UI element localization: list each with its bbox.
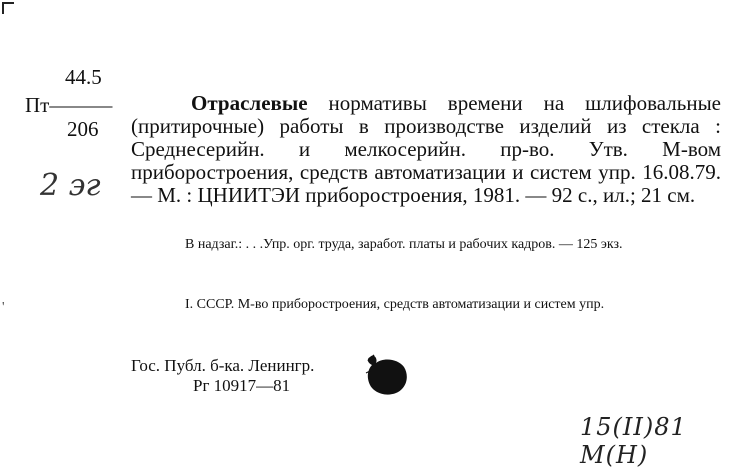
bibliographic-entry [131,92,721,207]
card-corner-mark [2,2,14,14]
handwritten-bottom-note: 15(II)81 М(Н) [580,413,687,469]
entry-body: нормативы времени на шлифовальные (притирочные) работы в производстве изделий из стекла : Среднесерийн. и мелкосерийн. пр-во. Утв. М-вом приборостроения, средств автоматизации и систем упр. 16.08.79. — М. : ЦНИИТЭИ приборостроения, 1981. — 92 с., ил.; 21 см. [131,91,721,207]
shelf-number: 206 [67,117,99,141]
library-imprint [131,356,314,396]
handwritten-margin-note: 2 эг [40,168,101,203]
ink-stamp [364,351,410,397]
note-text: В надзаг.: . . .Упр. орг. труда, заработ. платы и рабочих кадров. — 125 экз. [185,237,623,252]
subject-text: I. СССР. М-во приборостроения, средств автоматизации и систем упр. [185,297,605,312]
edge-mark: ' [2,300,5,315]
subject-heading [131,296,721,314]
library-name: Гос. Публ. б-ка. Ленингр. [131,356,315,375]
author-mark: Пт——— [25,93,113,117]
note-line [131,236,721,254]
entry-title-lead: Отраслевые [191,91,308,115]
library-register-number: Рг 10917—81 [193,376,291,395]
classification-code: 44.5 [65,65,102,89]
